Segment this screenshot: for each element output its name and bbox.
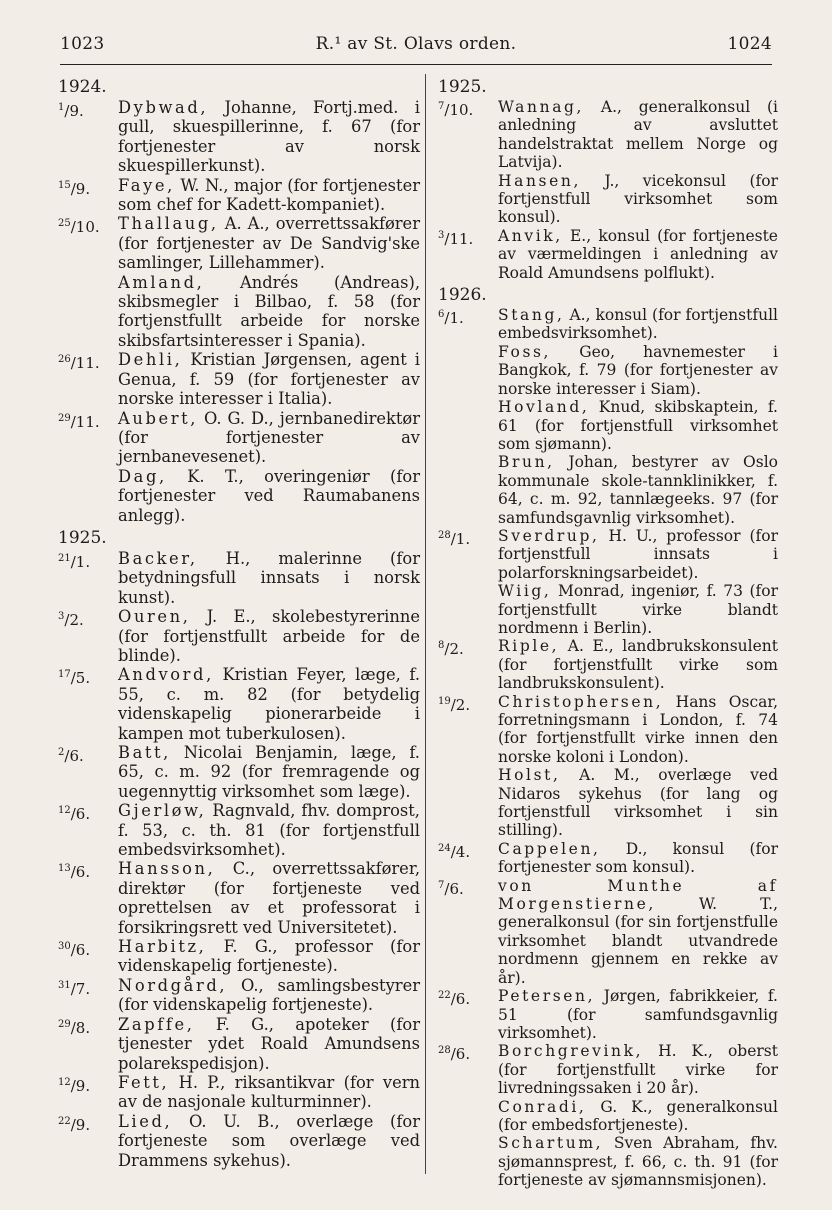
entry-text: D., konsul (for fortjenester som konsul). <box>498 839 778 877</box>
date-month: 6. <box>69 747 84 765</box>
date-day: 24 <box>438 842 451 854</box>
list-item <box>438 693 778 767</box>
entry-text: H. U., professor (for fortjenstfull innsats i polarforskningsarbeidet). <box>498 526 778 582</box>
list-item <box>438 766 778 840</box>
date-month: 11. <box>75 412 100 431</box>
list-item <box>438 840 778 877</box>
date-day: 12 <box>58 1076 71 1088</box>
entry-text: Ragnvald, fhv. domprost, f. 53, c. th. 81 (for fortjenstfull embedsvirksomhet). <box>118 801 420 860</box>
recipient-name: Harbitz, <box>118 937 207 957</box>
date-month: 2. <box>69 611 84 630</box>
year-heading: 1924. <box>58 77 107 97</box>
entry-text: Sven Abraham, fhv. sjømannsprest, f. 66, c. th. 91 (for fortjeneste av sjømannsmisjonen). <box>498 1134 778 1190</box>
entry-text: O. G. D., jernbanedirektør (for fortjenester av jernbanevesenet). <box>118 408 420 467</box>
list-item <box>58 801 420 859</box>
date-month: 4. <box>455 842 471 861</box>
list-item <box>58 549 420 607</box>
entry-text: H. P., riksantikvar (for vern av de nasjonale kulturminner). <box>118 1072 420 1112</box>
entry-date: $^{22}$/9. <box>58 1115 91 1134</box>
entry-date: $^{15}$/9. <box>58 179 91 198</box>
list-item <box>58 273 420 351</box>
date-day: 6 <box>438 309 445 321</box>
date-month: 9. <box>75 1076 91 1095</box>
entry-date: $^{13}$/6. <box>58 863 91 882</box>
recipient-name: Wiig, <box>498 582 552 601</box>
entry-date: $^{25}$/10. <box>58 218 100 237</box>
recipient-name: Holst, <box>498 766 561 785</box>
entry-text: Geo, havnemester i Bangkok, f. 79 (for fortjenester av norske interesser i Siam). <box>498 342 778 398</box>
entry-text: Kristian Jørgensen, agent i Genua, f. 59 (for fortjenester av norske interesser i Italia). <box>118 350 420 409</box>
entry-date: $^{22}$/6. <box>438 990 471 1009</box>
entry-date: $^{12}$/6. <box>58 805 91 824</box>
list-item <box>438 398 778 453</box>
date-month: 1. <box>75 552 91 571</box>
recipient-name: Fett, <box>118 1072 170 1092</box>
year-heading: 1925. <box>58 527 107 548</box>
recipient-name: Hovland, <box>498 398 590 417</box>
recipient-name: Cappelen, <box>498 839 601 858</box>
entry-text: A., konsul (for fortjenstfull embedsvirksomhet). <box>498 306 778 343</box>
entry-text: E., konsul (for fortjeneste av værmeldingen i anledning av Roald Amundsens polflukt). <box>498 226 778 282</box>
date-day: 29 <box>58 1018 71 1030</box>
recipient-name: Riple, <box>498 637 560 656</box>
date-day: 29 <box>58 412 71 424</box>
date-day: 30 <box>58 941 71 953</box>
date-day: 12 <box>58 805 71 817</box>
entry-date: $^{24}$/4. <box>438 842 471 861</box>
entry-text: Johan, bestyrer av Oslo kommunale skole-tannklinikker, f. 64, c. m. 92, tannlægeeks. 97 (for samfundsgavnlig virksomhet). <box>498 453 779 527</box>
entry-date: $^7$/10. <box>438 101 474 119</box>
entry-text: A. A., overrettssakfører (for fortjenester av De Sandvig'ske samlinger, Lillehammer). <box>118 214 420 273</box>
entry-text: G. K., generalkonsul (for embedsfortjeneste). <box>498 1097 778 1134</box>
recipient-name: Aubert, <box>118 408 199 428</box>
entry-text: C., overrettssakfører, direktør (for fortjeneste ved oprettelsen av et professorat i forsikringsrett ved Universitetet). <box>118 859 420 937</box>
date-month: 8. <box>75 1018 91 1037</box>
date-day: 13 <box>58 863 71 875</box>
entry-text: H. K., oberst (for fortjenstfullt virke for livredningssaken i 20 år). <box>498 1042 778 1098</box>
recipient-name: Andvord, <box>118 665 214 685</box>
entry-text: J. E., skolebestyrerinne (for fortjenstfullt arbeide for de blinde). <box>118 607 420 665</box>
date-month: 7. <box>75 979 91 998</box>
recipient-name: Anvik, <box>498 226 563 245</box>
list-item <box>58 1015 420 1073</box>
date-month: 1. <box>455 529 471 548</box>
page-number-left: 1023 <box>60 34 105 54</box>
entry-date: $^{31}$/7. <box>58 979 91 998</box>
date-month: 1. <box>449 309 464 328</box>
entry-text: H., malerinne (for betydningsfull innsats i norsk kunst). <box>118 548 420 607</box>
date-month: 2. <box>449 640 464 659</box>
entry-text: J., vicekonsul (for fortjenstfull virksomhet som konsul). <box>498 171 778 227</box>
entry-date: $^{29}$/8. <box>58 1018 91 1037</box>
list-item <box>438 1134 778 1189</box>
recipient-name: Batt, <box>118 743 171 762</box>
recipient-name: Ouren, <box>118 607 191 627</box>
date-month: 11. <box>75 354 100 373</box>
entry-date: $^{30}$/6. <box>58 941 91 960</box>
recipient-name: Dybwad, <box>118 98 209 117</box>
date-month: 2. <box>455 695 471 714</box>
entry-date: $^3$/11. <box>438 229 474 248</box>
entry-date: $^{17}$/5. <box>58 669 91 688</box>
date-month: 6. <box>75 863 91 882</box>
entry-text: O., samlingsbestyrer (for videnskapelig fortjeneste). <box>118 975 420 1015</box>
date-month: 6. <box>455 990 471 1009</box>
recipient-name: Brun, <box>498 453 555 472</box>
date-day: 8 <box>438 640 445 652</box>
entry-text: O. U. B., overlæge (for fortjeneste som overlæge ved Drammens sykehus). <box>118 1111 420 1170</box>
date-month: 10. <box>449 101 474 119</box>
list-item <box>438 987 778 1042</box>
entry-text: A. E., landbrukskonsulent (for fortjenstfullt virke som landbrukskonsulent). <box>498 637 778 693</box>
date-day: 7 <box>438 101 445 112</box>
recipient-name: Dag, <box>118 466 167 486</box>
entry-date: $^6$/1. <box>438 309 464 328</box>
entry-text: F. G., professor (for videnskapelig fortjeneste). <box>118 937 420 976</box>
entry-text: A. M., overlæge ved Nidaros sykehus (for lang og fortjenstfull virksomhet i sin stilling). <box>498 766 778 840</box>
list-item <box>58 1112 420 1170</box>
entry-date: $^{28}$/6. <box>438 1045 471 1064</box>
date-month: 6. <box>449 879 464 898</box>
column-divider <box>425 74 426 1174</box>
list-item <box>438 1098 778 1135</box>
date-month: 6. <box>75 805 91 824</box>
date-month: 9. <box>75 1115 91 1134</box>
right-column <box>438 74 778 1190</box>
entry-date: $^3$/2. <box>58 611 84 630</box>
page-number-right: 1024 <box>727 34 772 54</box>
date-month: 9. <box>69 102 84 120</box>
list-item <box>438 98 778 172</box>
entry-date: $^{12}$/9. <box>58 1076 91 1095</box>
header-rule <box>60 64 772 65</box>
entry-date: $^{21}$/1. <box>58 552 91 571</box>
entry-text: Knud, skibskaptein, f. 61 (for fortjenstfull virksomhet som sjømann). <box>498 398 778 453</box>
list-item <box>438 582 778 637</box>
entry-date: $^2$/6. <box>58 747 84 765</box>
list-item <box>58 409 420 467</box>
list-item <box>438 172 778 227</box>
date-day: 26 <box>58 354 71 366</box>
list-item <box>58 467 420 525</box>
list-item <box>438 1042 778 1097</box>
list-item <box>58 214 420 272</box>
entry-text: A., generalkonsul (i anledning av avsluttet handelstraktat mellem Norge og Latvija). <box>498 98 778 172</box>
date-day: 22 <box>438 990 451 1002</box>
entry-text: W. N., major (for fortjenester som chef for Kadett-kompaniet). <box>118 175 420 215</box>
list-item <box>438 306 778 343</box>
entry-text: K. T., overingeniør (for fortjenester ved Raumabanens anlegg). <box>118 466 420 525</box>
recipient-name: Foss, <box>498 342 552 361</box>
date-day: 3 <box>438 229 445 241</box>
date-month: 11. <box>449 229 474 248</box>
recipient-name: Zapffe, <box>118 1014 195 1034</box>
date-day: 28 <box>438 529 451 541</box>
left-column <box>58 74 420 1170</box>
recipient-name: Hansson, <box>118 859 216 879</box>
date-month: 6. <box>455 1045 471 1064</box>
list-item <box>438 343 778 398</box>
recipient-name: Sverdrup, <box>498 526 600 545</box>
recipient-name: Amland, <box>118 272 205 292</box>
list-item <box>58 1073 420 1112</box>
date-day: 31 <box>58 979 71 991</box>
recipient-name: Backer, <box>118 548 198 568</box>
list-item <box>58 743 420 801</box>
date-day: 7 <box>438 879 445 891</box>
entry-text: Johanne, Fortj.med. i gull, skuespillerinne, f. 67 (for fortjenester av norsk skuespillerkunst). <box>118 98 420 176</box>
recipient-name: Gjerløw, <box>118 801 207 821</box>
entry-date: $^{29}$/11. <box>58 412 100 431</box>
date-day: 22 <box>58 1115 71 1127</box>
date-month: 5. <box>75 669 91 688</box>
list-item <box>438 527 778 582</box>
date-day: 19 <box>438 695 451 707</box>
entry-date: $^8$/2. <box>438 640 464 659</box>
recipient-name: Faye, <box>118 175 175 195</box>
list-item <box>58 665 420 743</box>
recipient-name: Nordgård, <box>118 975 228 995</box>
entry-text: Nicolai Benjamin, læge, f. 65, c. m. 92 (for fremragende og uegennyttig virksomhet som læge). <box>118 743 420 801</box>
entry-date: $^1$/9. <box>58 102 84 120</box>
year-heading: 1926. <box>438 285 487 306</box>
date-month: 9. <box>75 179 91 198</box>
entry-date: $^{28}$/1. <box>438 529 471 548</box>
entry-text: Andrés (Andreas), skibsmegler i Bilbao, f. 58 (for fortjenstfullt arbeide for norske skibsfartsinteresser i Spania). <box>118 272 420 350</box>
running-title: R.¹ av St. Olavs orden. <box>315 34 517 54</box>
date-day: 2 <box>58 747 65 758</box>
entry-date: $^{26}$/11. <box>58 354 100 373</box>
recipient-name: Hansen, <box>498 171 581 190</box>
entry-date: $^{19}$/2. <box>438 695 471 714</box>
entry-text: Kristian Feyer, læge, f. 55, c. m. 82 (for betydelig videnskapelig pionerarbeide i kampen mot tuberkulosen). <box>118 665 420 743</box>
entry-text: Monrad, ingeniør, f. 73 (for fortjenstfullt virke blandt nordmenn i Berlin). <box>498 582 778 637</box>
recipient-name: Stang, <box>498 306 565 325</box>
entry-text: W. T., generalkonsul (for sin fortjenstfulle virksomhet blandt utvandrede nordmenn gjennem en rekke av år). <box>498 895 778 987</box>
list-item <box>58 976 420 1015</box>
date-month: 6. <box>75 941 91 960</box>
year-heading: 1925. <box>438 77 487 97</box>
list-item <box>438 637 778 692</box>
list-item <box>58 176 420 215</box>
list-item <box>438 453 778 527</box>
date-day: 1 <box>58 102 65 113</box>
entry-text: Jørgen, fabrikkeier, f. 51 (for samfundsgavnlig virksomhet). <box>498 987 778 1042</box>
list-item <box>58 607 420 665</box>
entry-text: Hans Oscar, forretningsmann i London, f. 74 (for fortjenstfullt virke innen den norske koloni i London). <box>498 692 778 766</box>
recipient-name: Wannag, <box>498 98 585 116</box>
date-month: 10. <box>75 218 100 237</box>
recipient-name: von Munthe af Morgenstierne, <box>498 876 778 914</box>
list-item <box>438 227 778 282</box>
recipient-name: Schartum, <box>498 1134 604 1153</box>
date-day: 17 <box>58 669 71 681</box>
recipient-name: Conradi, <box>498 1097 587 1116</box>
list-item <box>438 877 778 987</box>
list-item <box>58 350 420 408</box>
date-day: 25 <box>58 218 71 230</box>
recipient-name: Borchgrevink, <box>498 1042 644 1061</box>
date-day: 3 <box>58 611 65 623</box>
recipient-name: Thallaug, <box>118 214 219 234</box>
recipient-name: Lied, <box>118 1111 173 1131</box>
date-day: 28 <box>438 1045 451 1057</box>
entry-text: F. G., apoteker (for tjenester ydet Roald Amundsens polarekspedisjon). <box>118 1014 420 1073</box>
date-day: 21 <box>58 552 71 564</box>
list-item <box>58 98 420 176</box>
recipient-name: Dehli, <box>118 350 183 370</box>
recipient-name: Petersen, <box>498 987 596 1006</box>
list-item <box>58 859 420 937</box>
entry-date: $^7$/6. <box>438 879 464 898</box>
recipient-name: Christophersen, <box>498 692 664 711</box>
date-day: 15 <box>58 179 71 191</box>
list-item <box>58 937 420 976</box>
